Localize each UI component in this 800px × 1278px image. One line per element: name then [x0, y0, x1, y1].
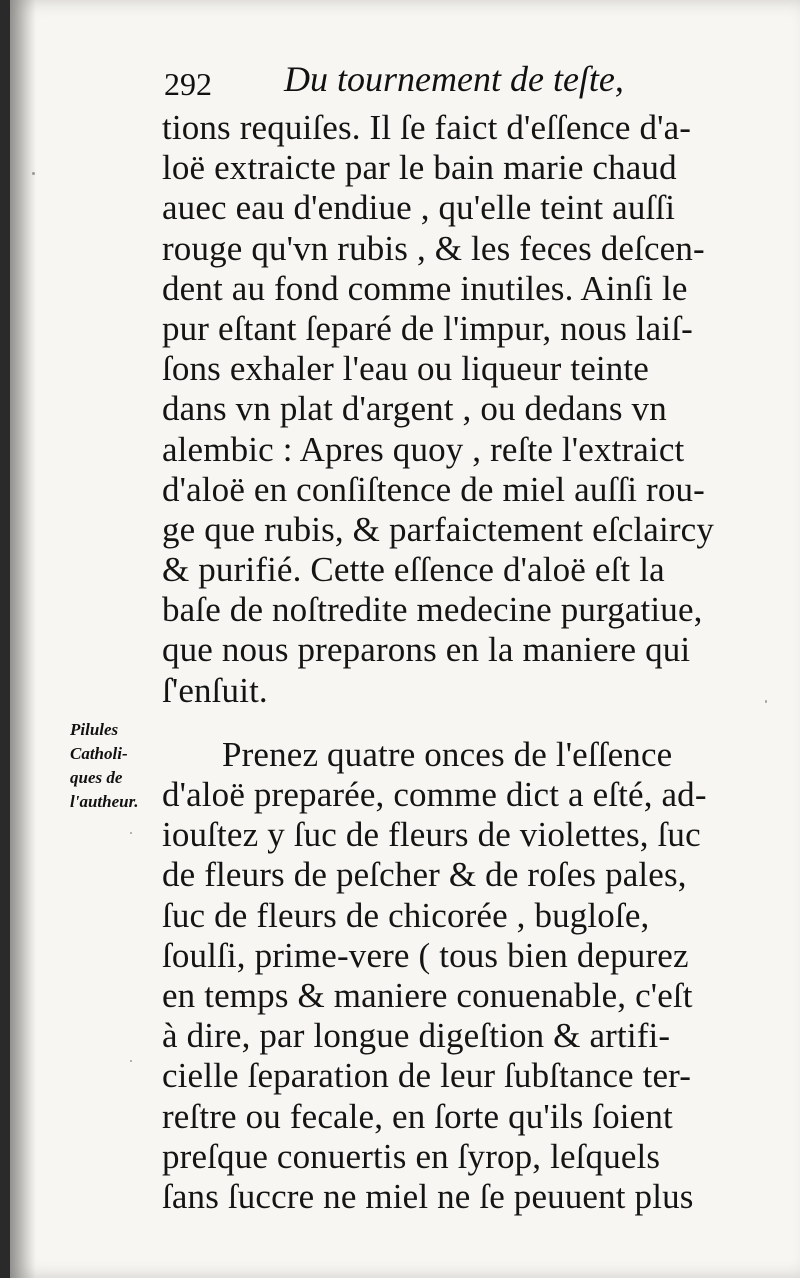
text-line: à dire, par longue digeſtion & artifi-	[162, 1016, 671, 1056]
body-text	[162, 108, 772, 1217]
text-line: ſans ſuccre ne miel ne ſe peuuent plus	[162, 1176, 694, 1216]
text-line: baſe de noſtredite medecine purgatiue,	[162, 590, 703, 630]
text-line: dans vn plat d'argent , ou dedans vn	[162, 389, 667, 429]
book-page	[10, 0, 800, 1278]
margin-note-line: Catholi-	[70, 744, 128, 763]
running-title: Du tournement de teſte,	[284, 59, 624, 99]
paper-speck	[765, 700, 767, 703]
text-line: Prenez quatre onces de l'eſſence	[222, 734, 673, 774]
paragraph-1	[162, 108, 772, 711]
text-line: pur eſtant ſeparé de l'impur, nous laiſ-	[162, 308, 693, 348]
gutter-shadow	[10, 0, 36, 1278]
text-line: reſtre ou fecale, en ſorte qu'ils ſoient	[162, 1096, 673, 1136]
paragraph-2	[162, 735, 772, 1217]
text-line: & purifié. Cette eſſence d'aloë eſt la	[162, 550, 665, 590]
text-line: cielle ſeparation de leur ſubſtance ter-	[162, 1056, 692, 1096]
text-line: en temps & maniere conuenable, c'eſt	[162, 975, 693, 1015]
text-line: iouſtez y ſuc de fleurs de violettes, ſuc	[162, 815, 701, 855]
text-line: ſuc de fleurs de chicorée , bugloſe,	[162, 895, 650, 935]
text-line: ſons exhaler l'eau ou liqueur teinte	[162, 349, 649, 389]
margin-note-line: Pilules	[70, 720, 119, 739]
text-line: ſ'enſuit.	[162, 670, 268, 710]
margin-note-line: ques de	[70, 768, 123, 787]
text-line: preſque conuertis en ſyrop, leſquels	[162, 1136, 661, 1176]
text-line: alembic : Apres quoy , reſte l'extraict	[162, 429, 685, 469]
margin-note-line: l'autheur.	[70, 792, 139, 811]
text-line: ſoulſi, prime-vere ( tous bien depurez	[162, 935, 689, 975]
text-line: rouge qu'vn rubis , & les feces deſcen-	[162, 228, 705, 268]
text-line: dent au fond comme inutiles. Ainſi le	[162, 268, 688, 308]
text-line: d'aloë preparée, comme dict a eſté, ad-	[162, 775, 707, 814]
paper-speck	[130, 1060, 132, 1062]
margin-note	[70, 718, 170, 814]
page-number: 292	[164, 66, 212, 102]
text-line: tions requiſes. Il ſe faict d'eſſence d'a-	[162, 108, 692, 147]
paper-speck	[130, 832, 132, 834]
text-line: auec eau d'endiue , qu'elle teint auſſi	[162, 188, 676, 228]
paper-speck	[32, 172, 35, 175]
text-line: loë extraicte par le bain marie chaud	[162, 148, 677, 188]
text-line: ge que rubis, & parfaictement eſclaircy	[162, 509, 714, 549]
text-line: d'aloë en conſiſtence de miel auſſi rou-	[162, 469, 705, 509]
text-line: que nous preparons en la maniere qui	[162, 630, 691, 670]
paragraph-gap	[162, 711, 772, 735]
page-header	[164, 58, 784, 106]
text-line: de fleurs de peſcher & de roſes pales,	[162, 855, 687, 895]
